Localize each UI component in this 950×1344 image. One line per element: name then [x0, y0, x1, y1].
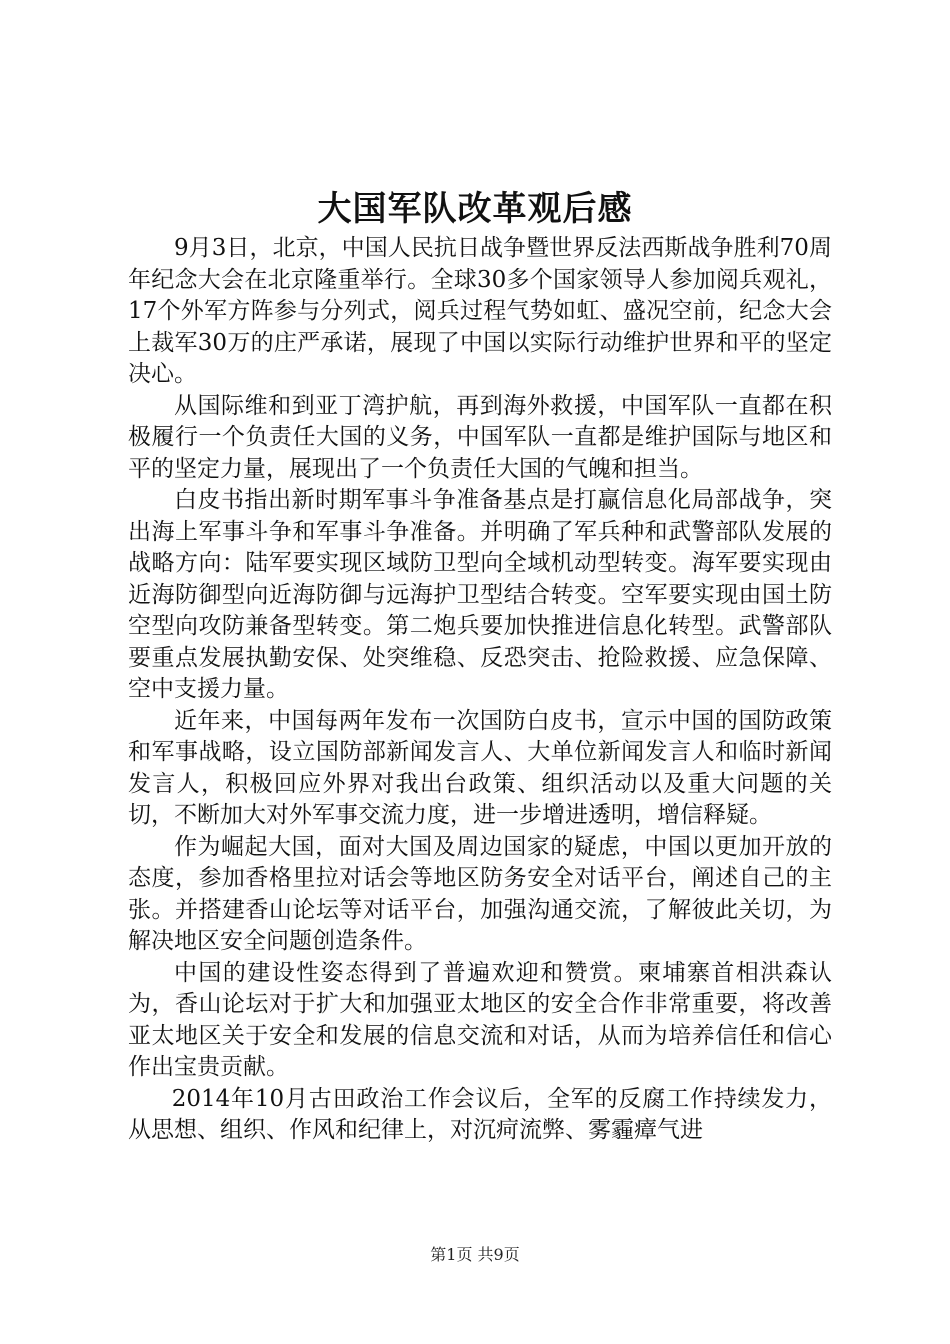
document-body — [128, 233, 832, 1147]
paragraph-7: 2014年10月古田政治工作会议后，全军的反腐工作持续发力，从思想、组织、作风和纪律上，对沉疴流弊、雾霾瘴气进 — [128, 1085, 832, 1143]
paragraph-2: 从国际维和到亚丁湾护航，再到海外救援，中国军队一直都在积极履行一个负责任大国的义务，中国军队一直都是维护国际与地区和平的坚定力量，展现出了一个负责任大国的气魄和担当。 — [128, 392, 832, 482]
paragraph-5: 作为崛起大国，面对大国及周边国家的疑虑，中国以更加开放的态度，参加香格里拉对话会等地区防务安全对话平台，阐述自己的主张。并搭建香山论坛等对话平台，加强沟通交流，了解彼此关切，为解决地区安全问题创造条件。 — [128, 833, 832, 954]
paragraph-3: 白皮书指出新时期军事斗争准备基点是打赢信息化局部战争，突出海上军事斗争和军事斗争准备。并明确了军兵种和武警部队发展的战略方向：陆军要实现区域防卫型向全域机动型转变。海军要实现由近海防御型向近海防御与远海护卫型结合转变。空军要实现由国土防空型向攻防兼备型转变。第二炮兵要加快推进信息化转型。武警部队要重点发展执勤安保、处突维稳、反恐突击、抢险救援、应急保障、空中支援力量。 — [128, 487, 832, 702]
document-title: 大国军队改革观后感 — [317, 189, 633, 229]
page-number-footer: 第1页 共9页 — [430, 1245, 520, 1264]
paragraph-1: 9月3日，北京，中国人民抗日战争暨世界反法西斯战争胜利70周年纪念大会在北京隆重举行。全球30多个国家领导人参加阅兵观礼，17个外军方阵参与分列式，阅兵过程气势如虹、盛况空前，纪念大会上裁军30万的庄严承诺，展现了中国以实际行动维护世界和平的坚定决心。 — [128, 235, 832, 387]
paragraph-4: 近年来，中国每两年发布一次国防白皮书，宣示中国的国防政策和军事战略，设立国防部新闻发言人、大单位新闻发言人和临时新闻发言人，积极回应外界对我出台政策、组织活动以及重大问题的关切，不断加大对外军事交流力度，进一步增进透明，增信释疑。 — [128, 707, 832, 828]
paragraph-6: 中国的建设性姿态得到了普遍欢迎和赞赏。柬埔寨首相洪森认为，香山论坛对于扩大和加强亚太地区的安全合作非常重要，将改善亚太地区关于安全和发展的信息交流和对话，从而为培养信任和信心作出宝贵贡献。 — [128, 959, 832, 1080]
